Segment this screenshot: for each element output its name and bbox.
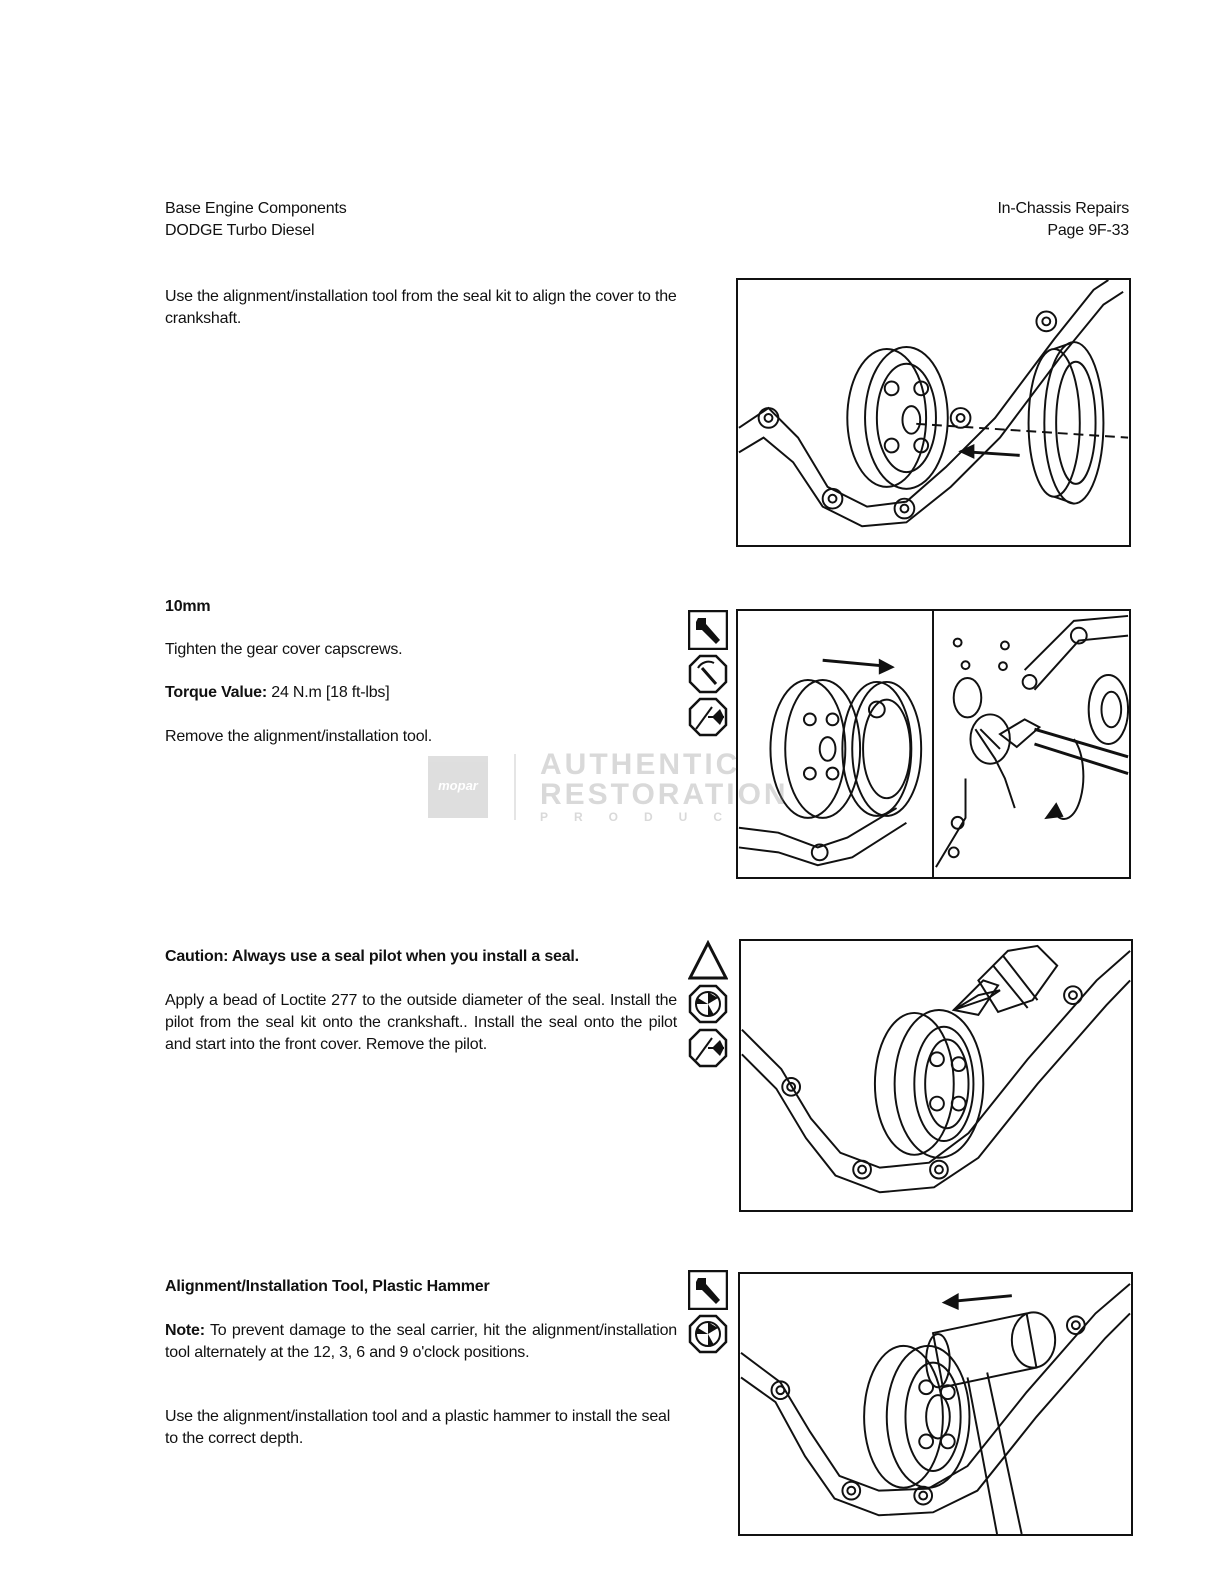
watermark-line3: PRODUC	[540, 810, 749, 824]
wrench-icon	[688, 1270, 728, 1310]
watermark-line1: AUTHENTIC	[540, 748, 741, 781]
watermark-line2: RESTORATION	[540, 778, 789, 811]
tool-size-label: 10mm	[165, 598, 211, 615]
section-title: Base Engine Components	[165, 200, 347, 217]
tools-required-label: Alignment/Installation Tool, Plastic Hammer	[165, 1278, 490, 1295]
step-install-seal-text: Use the alignment/installation tool and a plastic hammer to install the seal to the correct depth.	[165, 1408, 671, 1447]
inspect-icon	[688, 1028, 728, 1068]
header-right	[997, 198, 1129, 242]
step-remove-tool-text: Remove the alignment/installation tool.	[165, 728, 433, 745]
torque-value-line	[165, 682, 677, 704]
watermark	[428, 748, 788, 828]
caution-text: Caution: Always use a seal pilot when you install a seal.	[165, 948, 579, 965]
torque-value: 24 N.m [18 ft-lbs]	[267, 684, 390, 701]
figure-install-seal	[738, 1272, 1133, 1536]
inspect-icon	[688, 697, 728, 737]
step-align-text: Use the alignment/installation tool from the seal kit to align the cover to the crankshaft.	[165, 288, 677, 327]
wrench-icon	[688, 610, 728, 650]
note-body: To prevent damage to the seal carrier, hit the alignment/installation tool alternately at the 12, 3, 6 and 9 o'clock positions.	[165, 1322, 677, 1361]
note-label: Note:	[165, 1322, 205, 1339]
vehicle-title: DODGE Turbo Diesel	[165, 222, 315, 239]
watermark-divider	[514, 754, 516, 820]
page-number: Page 9F-33	[1047, 222, 1129, 239]
step-tighten-text: Tighten the gear cover capscrews.	[165, 641, 403, 658]
header-left	[165, 198, 347, 242]
figure-apply-loctite	[739, 939, 1133, 1212]
mopar-logo-text: mopar	[438, 778, 478, 793]
step-apply-loctite-text: Apply a bead of Loctite 277 to the outside diameter of the seal. Install the pilot from the seal kit onto the crankshaft.. Install the seal onto the pilot and start into the front cover. Remove the pilot.	[165, 992, 677, 1053]
chapter-title: In-Chassis Repairs	[997, 200, 1129, 217]
figure-tighten-capscrews	[736, 609, 1131, 879]
figure-align-cover	[736, 278, 1131, 547]
sealant-icon	[688, 1314, 728, 1354]
sealant-icon	[688, 984, 728, 1024]
torque-label: Torque Value:	[165, 684, 268, 701]
warning-triangle-icon	[688, 940, 728, 980]
torque-gauge-icon	[688, 654, 728, 694]
note-text	[165, 1320, 677, 1364]
